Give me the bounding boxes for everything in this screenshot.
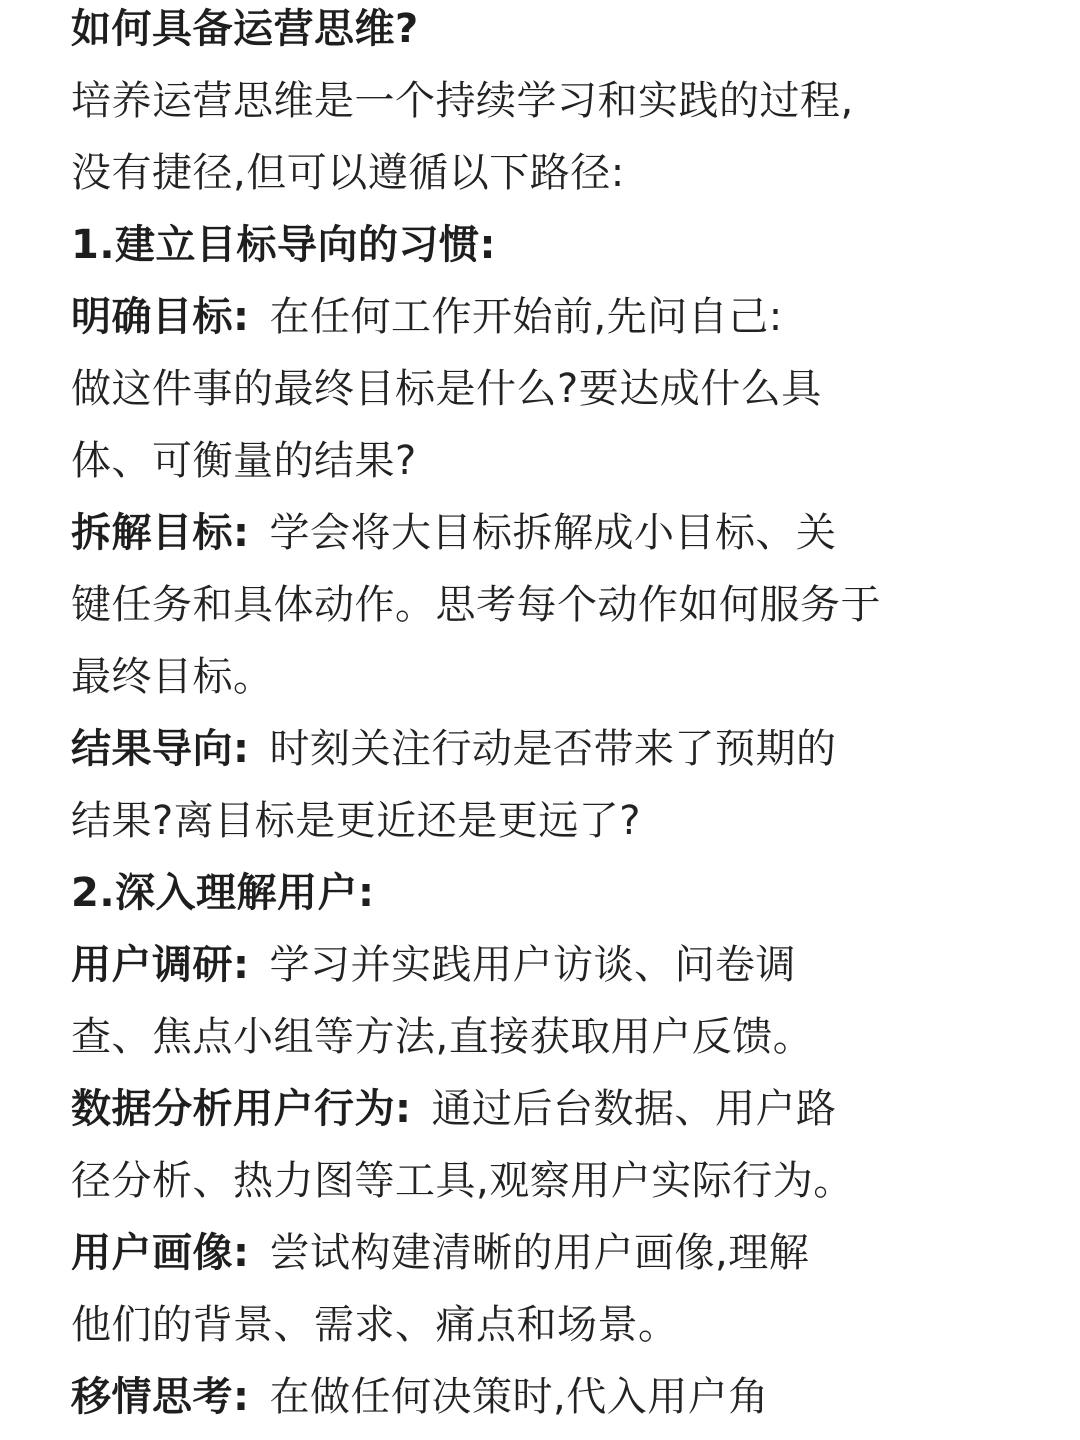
item-term: 数据分析用户行为:: [71, 1086, 412, 1132]
item-text: 结果?离目标是更近还是更远了?: [71, 798, 641, 844]
item-text: 做这件事的最终目标是什么?要达成什么具: [71, 366, 822, 412]
item-term: 结果导向:: [71, 726, 250, 772]
item-text: 最终目标。: [71, 654, 274, 700]
item-term: 明确目标:: [71, 294, 250, 340]
list-item: [71, 713, 1031, 785]
intro-line: 没有捷径,但可以遵循以下路径:: [71, 150, 625, 196]
item-text: 径分析、热力图等工具,观察用户实际行为。: [71, 1158, 854, 1204]
item-term: 移情思考:: [71, 1374, 250, 1420]
item-text: 查、焦点小组等方法,直接获取用户反馈。: [71, 1014, 814, 1060]
article-title: 如何具备运营思维?: [71, 6, 419, 52]
item-text: 他们的背景、需求、痛点和场景。: [71, 1302, 679, 1348]
list-item: [71, 1217, 1031, 1289]
list-item: [71, 1073, 1031, 1145]
list-item: [71, 497, 1031, 569]
item-text: 尝试构建清晰的用户画像,理解: [269, 1230, 810, 1276]
list-item: [71, 281, 1031, 353]
item-text: 学会将大目标拆解成小目标、关: [269, 510, 837, 556]
section-heading: 2.深入理解用户:: [71, 870, 375, 916]
item-term: 用户调研:: [71, 942, 250, 988]
item-text: 体、可衡量的结果?: [71, 438, 417, 484]
list-item: [71, 1361, 1031, 1433]
item-text: 在任何工作开始前,先问自己:: [269, 294, 783, 340]
item-text: 通过后台数据、用户路: [431, 1086, 837, 1132]
item-text: 时刻关注行动是否带来了预期的: [269, 726, 837, 772]
intro-line: 培养运营思维是一个持续学习和实践的过程,: [71, 78, 854, 124]
item-text: 键任务和具体动作。思考每个动作如何服务于: [71, 582, 881, 628]
item-term: 用户画像:: [71, 1230, 250, 1276]
section-heading: 1.建立目标导向的习惯:: [71, 222, 497, 268]
item-text: 学习并实践用户访谈、问卷调: [269, 942, 796, 988]
item-term: 拆解目标:: [71, 510, 250, 556]
item-text: 在做任何决策时,代入用户角: [269, 1374, 769, 1420]
article-body: [71, 0, 1031, 1433]
list-item: [71, 929, 1031, 1001]
